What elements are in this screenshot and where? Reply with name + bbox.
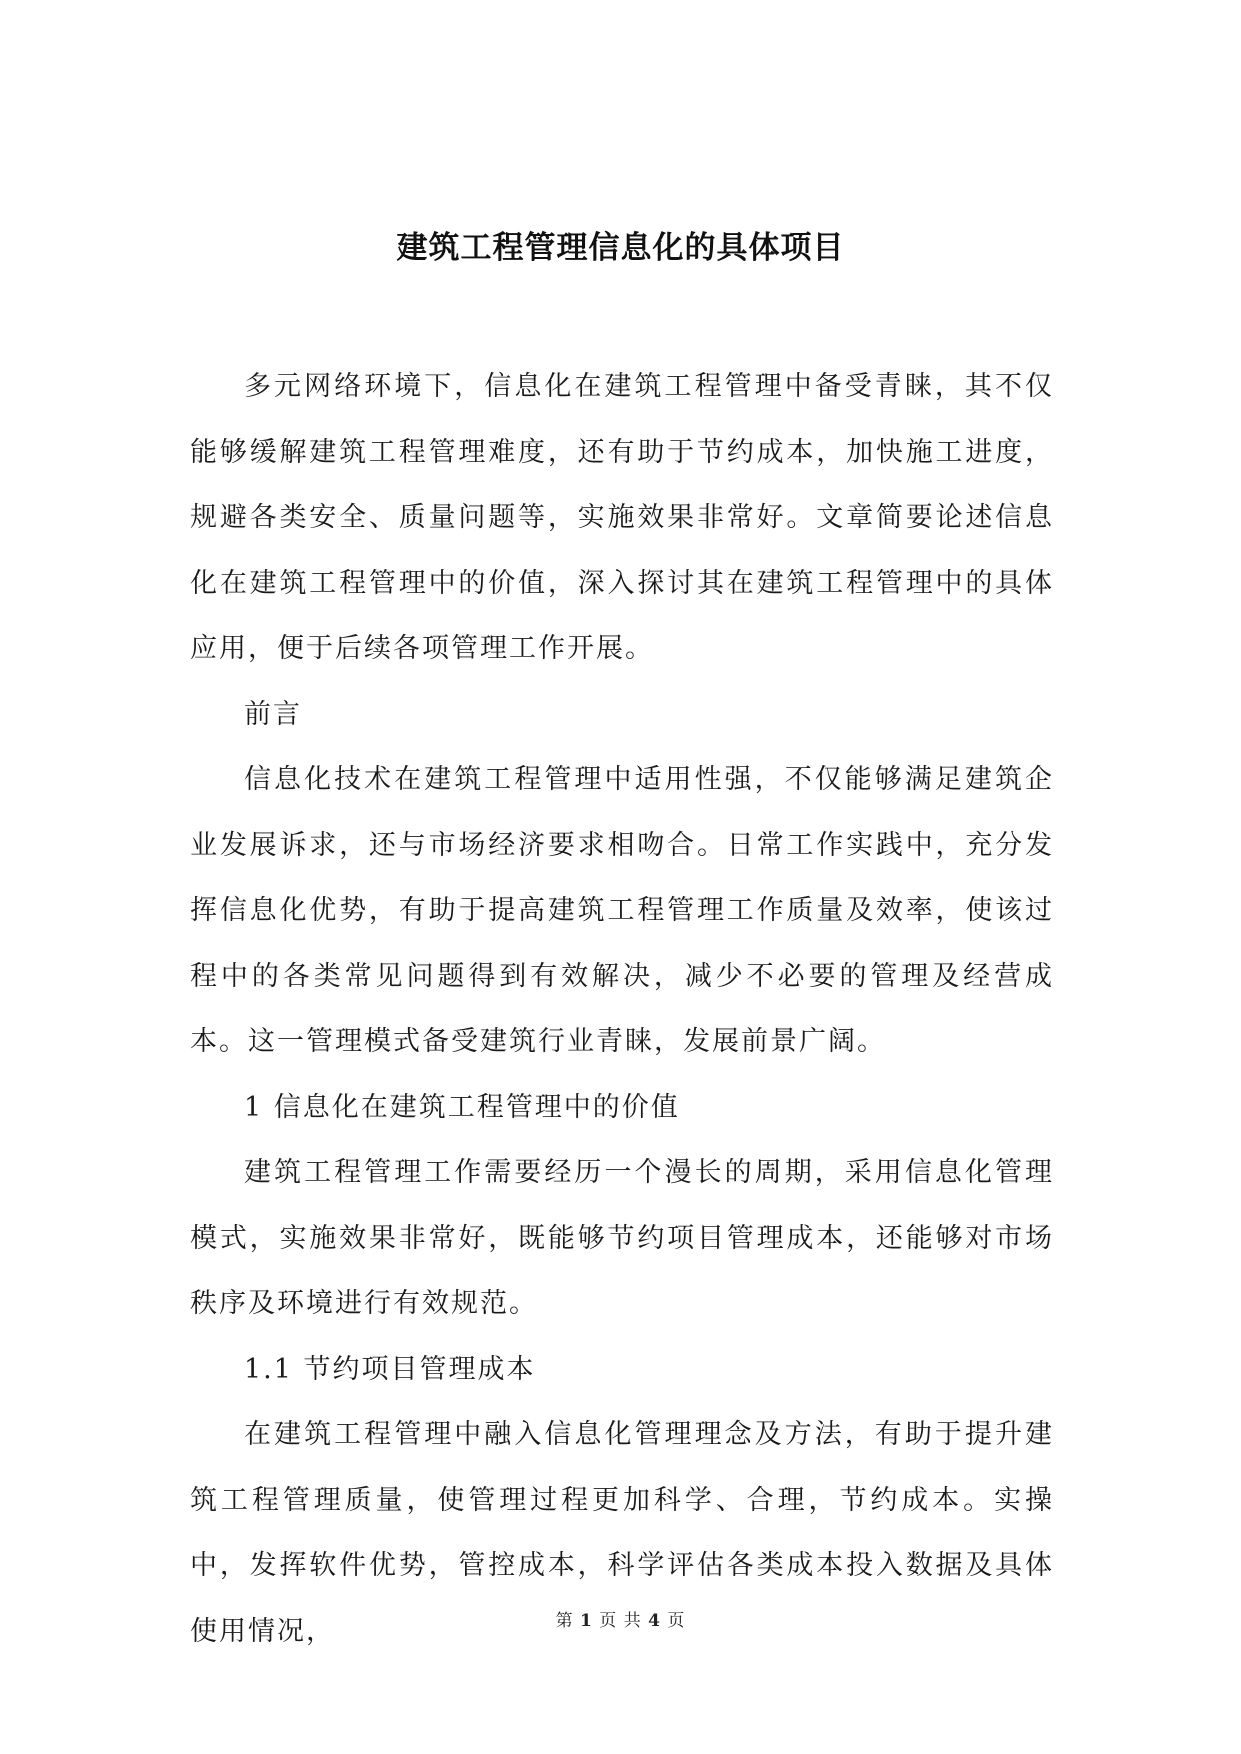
section-heading-1-1: 1.1 节约项目管理成本 [244,1353,536,1385]
document-title: 建筑工程管理信息化的具体项目 [396,230,845,266]
footer-prefix: 第 [555,1611,574,1631]
footer-page-number: 1 [580,1611,593,1631]
preface-paragraph: 信息化技术在建筑工程管理中适用性强，不仅能够满足建筑企业发展诉求，还与市场经济要求相吻合。日常工作实践中，充分发挥信息化优势，有助于提高建筑工程管理工作质量及效率，使该过程中的各类常见问题得到有效解决，减少不必要的管理及经营成本。这一管理模式备受建筑行业青睐，发展前景广阔。 [190,764,1054,1057]
section-heading-1: 1 信息化在建筑工程管理中的价值 [244,1091,680,1123]
abstract-paragraph: 多元网络环境下，信息化在建筑工程管理中备受青睐，其不仅能够缓解建筑工程管理难度，还有助于节约成本，加快施工进度，规避各类安全、质量问题等，实施效果非常好。文章简要论述信息化在建筑工程管理中的价值，深入探讨其在建筑工程管理中的具体应用，便于后续各项管理工作开展。 [190,371,1054,664]
footer-suffix: 页 [667,1611,686,1631]
document-body [190,354,1054,1664]
heading-preface: 前言 [244,698,302,730]
page-footer [0,1606,1241,1631]
footer-middle: 页 共 [599,1611,642,1631]
section-1-1-paragraph: 在建筑工程管理中融入信息化管理理念及方法，有助于提升建筑工程管理质量，使管理过程更加科学、合理，节约成本。实操中，发挥软件优势，管控成本，科学评估各类成本投入数据及具体使用情况， [190,1419,1054,1647]
section-1-paragraph: 建筑工程管理工作需要经历一个漫长的周期，采用信息化管理模式，实施效果非常好，既能够节约项目管理成本，还能够对市场秩序及环境进行有效规范。 [190,1157,1054,1319]
footer-total-pages: 4 [648,1611,661,1631]
